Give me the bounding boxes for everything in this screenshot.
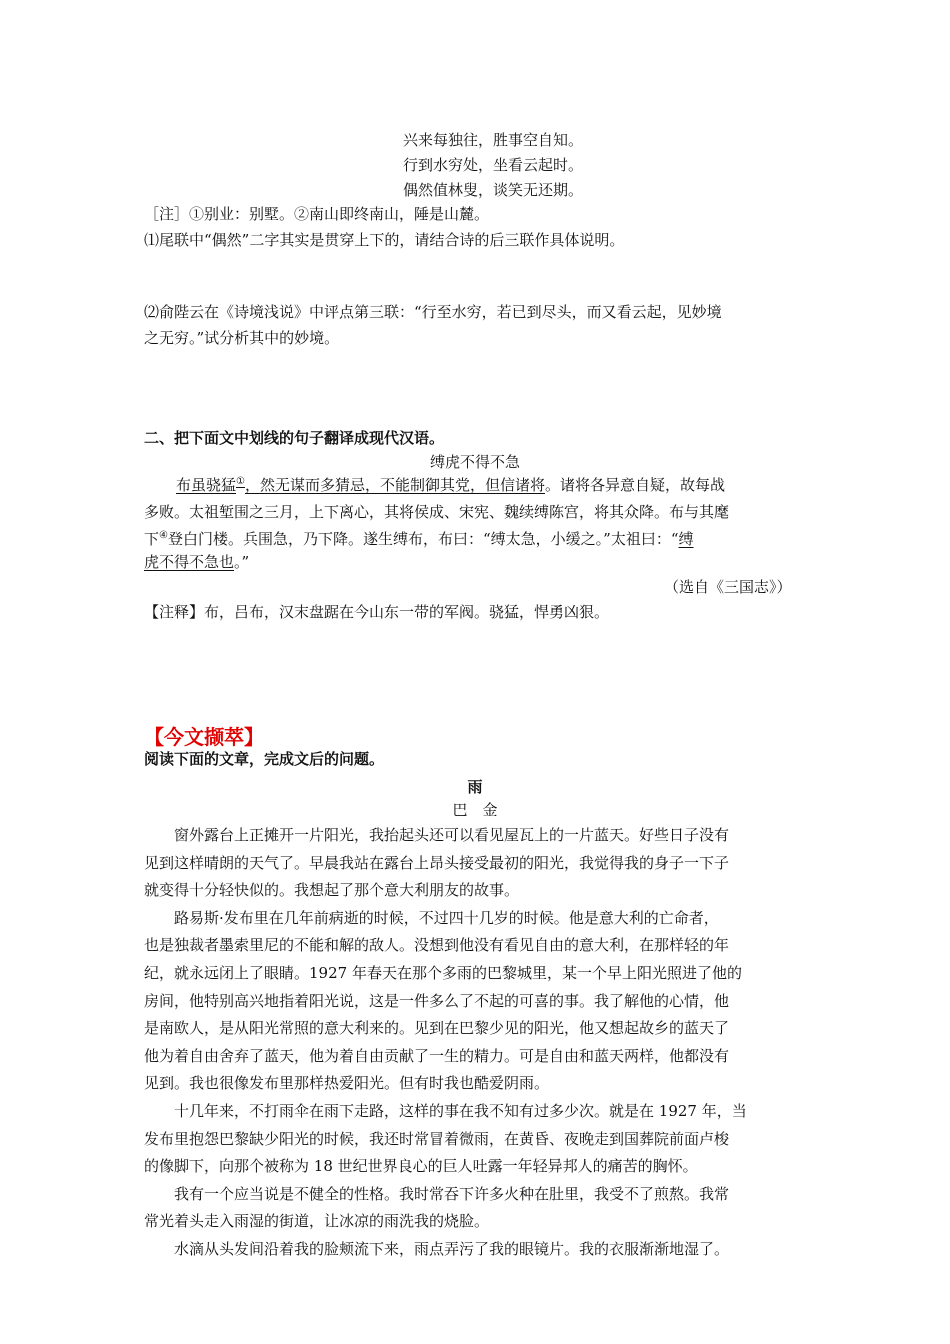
wenyan-source: （选自《三国志》） bbox=[664, 578, 792, 596]
essay-paragraph-3-line-1: 十几年来，不打雨伞在雨下走路，这样的事在我不知有过多少次。就是在 1927 年，当 bbox=[144, 1102, 747, 1120]
essay-paragraph-3-line-2: 发布里抱怨巴黎缺少阳光的时候，我还时常冒着微雨，在黄昏、夜晚走到国葬院前面卢梭 bbox=[144, 1129, 730, 1148]
section-2-heading: 二、把下面文中划线的句子翻译成现代汉语。 bbox=[144, 429, 445, 447]
essay-paragraph-2-line-5: 是南欧人，是从阳光常照的意大利来的。见到在巴黎少见的阳光，他又想起故乡的蓝天了 bbox=[144, 1019, 730, 1038]
wenyan-line-1-rest: 。诸将各异意自疑，故每战 bbox=[545, 476, 726, 494]
poem-note: ［注］①别业：别墅。②南山即终南山，陲是山麓。 bbox=[144, 205, 490, 223]
wenyan-line-1 bbox=[176, 472, 725, 500]
essay-paragraph-2-line-2: 也是独裁者墨索里尼的不能和解的敌人。没想到他没有看见自由的意大利，在那样轻的年 bbox=[144, 936, 730, 955]
poem-line-2: 行到水穷处，坐看云起时。 bbox=[403, 156, 584, 174]
underlined-sentence-part-1: 布虽骁猛 bbox=[176, 476, 237, 494]
wenyan-line-4 bbox=[144, 549, 249, 577]
wenyan-line-4-rest: 。” bbox=[234, 553, 250, 571]
essay-paragraph-2-line-4: 房间，他特别高兴地指着阳光说，这是一件多么了不起的可喜的事。我了解他的心情，他 bbox=[144, 991, 730, 1010]
essay-paragraph-1-line-3: 就变得十分轻快似的。我想起了那个意大利朋友的故事。 bbox=[144, 881, 520, 900]
wenyan-title: 缚虎不得不急 bbox=[429, 453, 520, 471]
modern-section-heading: 【今文撷萃】 bbox=[144, 725, 264, 749]
poem-line-3: 偶然值林叟，谈笑无还期。 bbox=[403, 181, 584, 199]
essay-paragraph-2-line-1: 路易斯·发布里在几年前病逝的时候，不过四十几岁的时候。他是意大利的亡命者， bbox=[144, 908, 719, 927]
essay-paragraph-3-line-3: 的像脚下，向那个被称为 18 世纪世界良心的巨人吐露一年轻异邦人的痛苦的胸怀。 bbox=[144, 1157, 698, 1176]
question-1: ⑴尾联中“偶然”二字其实是贯穿上下的，请结合诗的后三联作具体说明。 bbox=[144, 231, 625, 249]
essay-paragraph-2-line-7: 见到。我也很像发布里那样热爱阳光。但有时我也酷爱阴雨。 bbox=[144, 1074, 550, 1093]
essay-author: 巴 金 bbox=[452, 801, 498, 819]
footnote-marker-4: ④ bbox=[159, 530, 168, 541]
wenyan-line-3-b: 登白门楼。兵围急，乃下降。遂生缚布，布曰：“缚太急，小缓之。”太祖曰：“ bbox=[167, 530, 679, 548]
underlined-sentence-2-start: 缚 bbox=[678, 530, 694, 548]
wenyan-line-3-a: 下 bbox=[144, 530, 160, 548]
modern-section-instruction: 阅读下面的文章，完成文后的问题。 bbox=[144, 750, 385, 768]
footnote-marker-1: ① bbox=[236, 476, 245, 487]
question-2-line-1: ⑵俞陛云在《诗境浅说》中评点第三联：“行至水穷，若已到尽头，而又看云起，见妙境 bbox=[144, 303, 722, 321]
essay-paragraph-2-line-3: 纪，就永远闭上了眼睛。1927 年春天在那个多雨的巴黎城里，某一个早上阳光照进了他的 bbox=[144, 964, 742, 982]
question-2-line-2: 之无穷。”试分析其中的妙境。 bbox=[144, 329, 340, 347]
poem-line-1: 兴来每独往，胜事空自知。 bbox=[403, 131, 584, 149]
wenyan-annotation: 【注释】布，吕布，汉末盘踞在今山东一带的军阀。骁猛，悍勇凶狠。 bbox=[144, 603, 610, 621]
underlined-sentence-part-2: ，然无谋而多猜忌，不能制御其党，但信诸将 bbox=[244, 476, 545, 494]
wenyan-line-2: 多败。太祖堑围之三月，上下离心，其将侯成、宋宪、魏续缚陈宫，将其众降。布与其麾 bbox=[144, 503, 730, 521]
underlined-sentence-2-end: 虎不得不急也 bbox=[144, 553, 235, 571]
essay-paragraph-4-line-2: 常光着头走入雨湿的街道，让冰凉的雨洗我的烧脸。 bbox=[144, 1212, 490, 1231]
essay-title: 雨 bbox=[467, 778, 483, 796]
essay-paragraph-5-line-1: 水滴从头发间沿着我的脸颊流下来，雨点弄污了我的眼镜片。我的衣服渐渐地湿了。 bbox=[144, 1240, 730, 1258]
essay-paragraph-2-line-6: 他为着自由舍弃了蓝天，他为着自由贡献了一生的精力。可是自由和蓝天两样，他都没有 bbox=[144, 1046, 730, 1065]
essay-paragraph-1-line-1: 窗外露台上正摊开一片阳光，我抬起头还可以看见屋瓦上的一片蓝天。好些日子没有 bbox=[144, 826, 730, 844]
essay-paragraph-4-line-1: 我有一个应当说是不健全的性格。我时常吞下许多火种在肚里，我受不了煎熬。我常 bbox=[144, 1184, 730, 1203]
essay-paragraph-1-line-2: 见到这样晴朗的天气了。早晨我站在露台上昂头接受最初的阳光，我觉得我的身子一下子 bbox=[144, 853, 730, 872]
